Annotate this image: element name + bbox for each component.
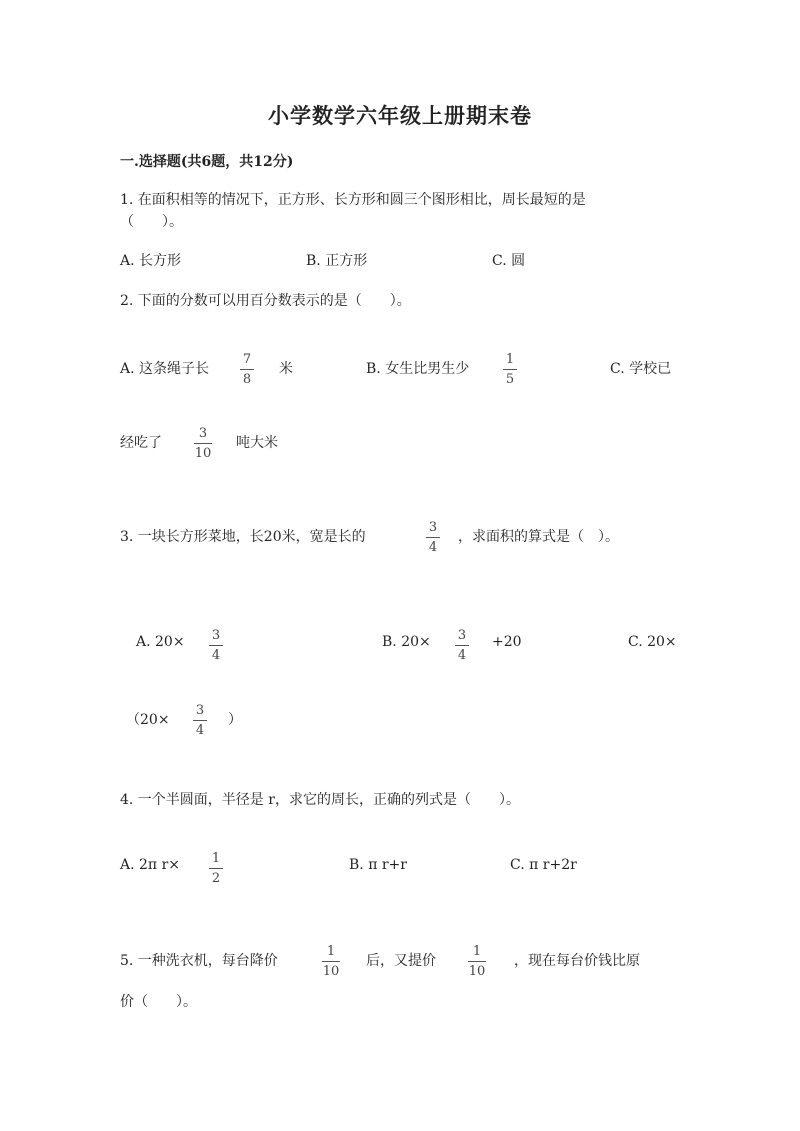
q5-stem: 5. 一种洗衣机，每台降价 [120, 953, 278, 969]
q2-option-c-cont: 经吃了 [120, 435, 162, 451]
section-heading: 一.选择题(共6题，共12分) [120, 154, 294, 170]
q5-fraction-1 [322, 944, 340, 979]
q1-option-b: B. 正方形 [306, 253, 368, 269]
q2-option-a-unit: 米 [279, 361, 293, 377]
page-title: 小学数学六年级上册期末卷 [268, 103, 532, 128]
q3-option-b: B. 20× [382, 634, 431, 650]
q3-option-b-fraction [455, 628, 469, 663]
q3-stem: 3. 一块长方形菜地，长20米，宽是长的 [120, 529, 366, 545]
q3-option-c-post: ） [228, 712, 242, 728]
q3-option-a-fraction [209, 628, 223, 663]
numerator: 1 [211, 851, 221, 866]
q2-option-c-post: 吨大米 [236, 435, 278, 451]
q5-stem-line2: 价（ ）。 [120, 994, 197, 1010]
denominator: 4 [195, 723, 205, 738]
q3-stem-fraction [426, 520, 440, 555]
q1-option-a: A. 长方形 [120, 253, 182, 269]
q3-option-b-post: +20 [492, 634, 522, 650]
denominator: 5 [505, 372, 515, 387]
denominator: 4 [428, 540, 438, 555]
q2-option-c-fraction [194, 426, 212, 461]
q1-option-c: C. 圆 [492, 253, 526, 269]
denominator: 4 [211, 648, 221, 663]
q2-option-b: B. 女生比男生少 [366, 361, 470, 377]
denominator: 8 [242, 372, 252, 387]
numerator: 1 [472, 944, 482, 959]
q4-option-a-fraction [209, 851, 223, 886]
q5-fraction-2 [468, 944, 486, 979]
numerator: 1 [505, 352, 515, 367]
numerator: 3 [211, 628, 221, 643]
q3-stem-post: ，求面积的算式是（ ）。 [458, 529, 619, 545]
numerator: 3 [195, 703, 205, 718]
q3-option-c: C. 20× [628, 634, 677, 650]
q4-stem: 4. 一个半圆面，半径是 r，求它的周长，正确的列式是（ ）。 [120, 792, 520, 808]
q4-option-c: C. π r+2r [510, 857, 577, 873]
q2-stem: 2. 下面的分数可以用百分数表示的是（ ）。 [120, 293, 411, 309]
q1-stem-line1: 1. 在面积相等的情况下，正方形、长方形和圆三个图形相比，周长最短的是 [120, 192, 586, 208]
denominator: 10 [194, 446, 212, 461]
q4-option-a: A. 2π r× [120, 857, 180, 873]
denominator: 10 [468, 964, 486, 979]
denominator: 4 [457, 648, 467, 663]
q2-option-c: C. 学校已 [610, 361, 672, 377]
q1-stem-line2: （ ）。 [120, 214, 183, 230]
q2-option-b-fraction [503, 352, 517, 387]
q5-stem-mid: 后，又提价 [366, 953, 436, 969]
numerator: 3 [457, 628, 467, 643]
q3-option-a: A. 20× [136, 634, 185, 650]
q5-stem-post: ，现在每台价钱比原 [514, 953, 640, 969]
q2-option-a-fraction [240, 352, 254, 387]
numerator: 7 [242, 352, 252, 367]
denominator: 2 [211, 871, 221, 886]
q3-option-c-cont: （20× [126, 712, 170, 728]
numerator: 1 [326, 944, 336, 959]
q3-option-c-fraction [193, 703, 207, 738]
numerator: 3 [198, 426, 208, 441]
q2-option-a: A. 这条绳子长 [120, 361, 210, 377]
denominator: 10 [322, 964, 340, 979]
numerator: 3 [428, 520, 438, 535]
q4-option-b: B. π r+r [349, 857, 407, 873]
